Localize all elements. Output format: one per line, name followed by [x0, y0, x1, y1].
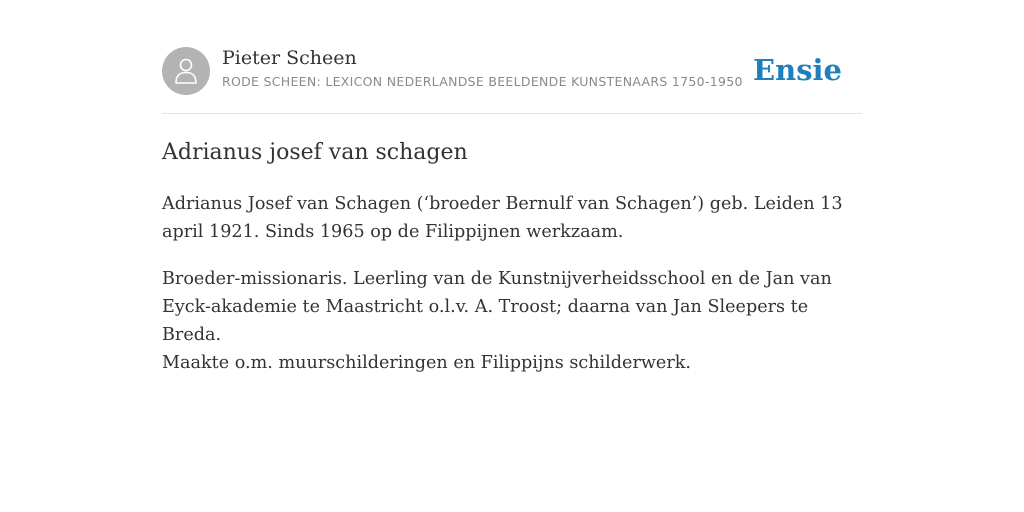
author-name[interactable]: Pieter Scheen [222, 47, 357, 69]
header-divider [162, 113, 862, 114]
entry-paragraph-works: Maakte o.m. muurschilderingen en Filippijns schilderwerk. [162, 353, 692, 373]
page-title: Adrianus josef van schagen [162, 140, 468, 165]
user-silhouette-icon [174, 57, 198, 85]
avatar[interactable] [162, 47, 210, 95]
brand-logo[interactable]: Ensie [753, 53, 842, 87]
entry-header [162, 46, 862, 96]
entry-paragraph-biography: Adrianus Josef van Schagen (‘broeder Bernulf van Schagen’) geb. Leiden 13 april 1921. Sinds 1965 op de Filippijnen werkzaam. [162, 194, 843, 242]
source-title[interactable]: RODE SCHEEN: LEXICON NEDERLANDSE BEELDENDE KUNSTENAARS 1750-1950 [222, 74, 743, 89]
entry-card [162, 0, 862, 512]
entry-paragraph-education: Broeder-missionaris. Leerling van de Kunstnijverheidsschool en de Jan van Eyck-akademie te Maastricht o.l.v. A. Troost; daarna van Jan Sleepers te Breda. [162, 269, 832, 345]
